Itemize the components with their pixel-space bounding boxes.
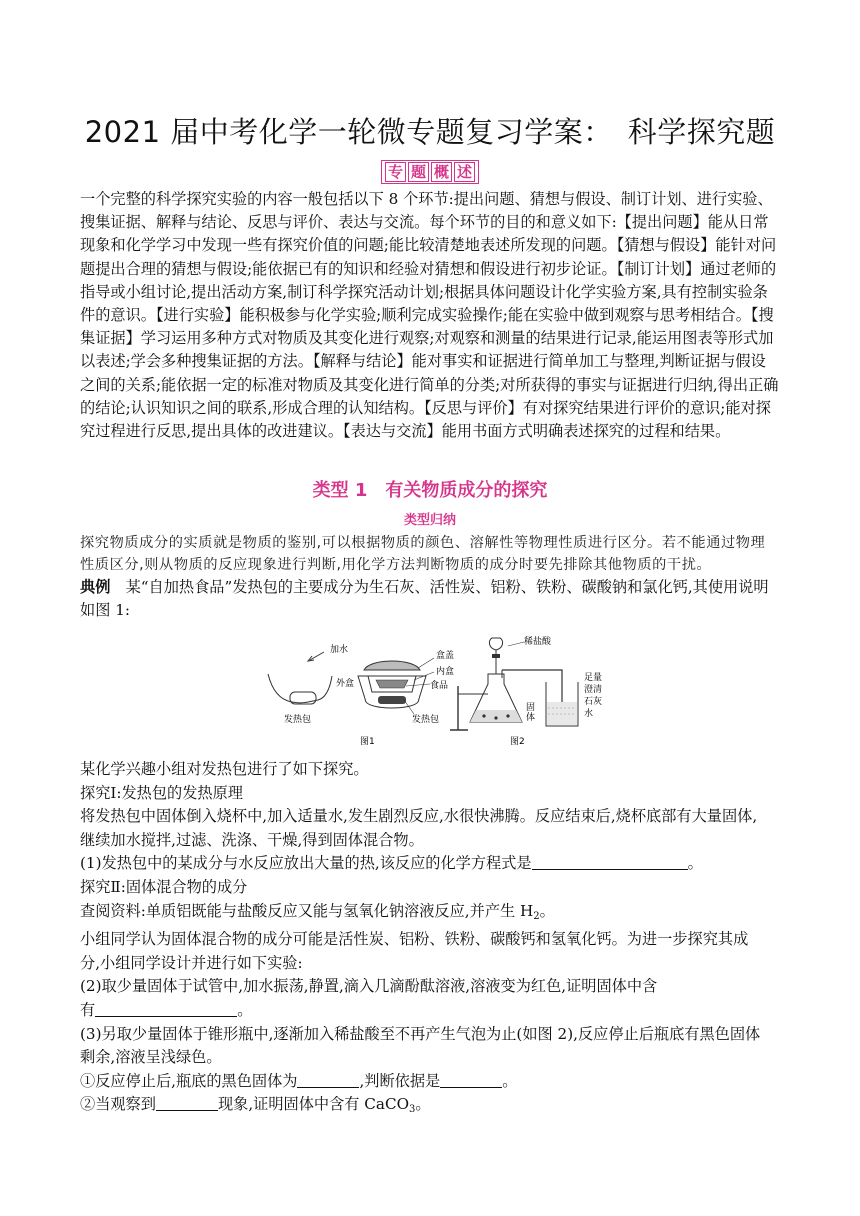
label-food: 食品 [430,681,449,691]
section-subtitle: 类型归纳 [403,513,456,528]
answer-blank[interactable] [532,853,688,870]
figure-2 [450,635,602,747]
example-paragraph [80,576,780,622]
info-line [80,900,780,929]
badge-char: 专 [385,162,406,182]
question-3: (3)另取少量固体于锥形瓶中,逐渐加入稀盐酸至不再产生气泡为止(如图 2),反应停止后瓶底有黑色固体 [80,1024,761,1043]
explore2-heading: 探究Ⅱ:固体混合物的成分 [80,877,248,896]
label-add-water: 加水 [330,645,349,655]
label-lime-water-4: 水 [584,709,594,719]
question-3a-mid: ,判断依据是 [359,1071,441,1090]
question-1-text: (1)发热包中的某成分与水反应放出大量的热,该反应的化学方程式是 [80,854,532,873]
label-acid: 稀盐酸 [524,637,552,647]
punct: 。 [415,1095,431,1114]
intro-line: 某化学兴趣小组对发热包进行了如下探究。 [80,760,369,778]
info-text: 查阅资料:单质铝既能与盐酸反应又能与氢氧化钠溶液反应,并产生 H [80,901,534,920]
question-3: 剩余,溶液呈浅绿色。 [80,1048,222,1067]
section-title: 类型 1 有关物质成分的探究 [312,480,548,501]
explore1-text: 将发热包中固体倒入烧杯中,加入适量水,发生剧烈反应,水很快沸腾。反应结束后,烧杯底部有大量固体, [80,807,758,826]
label-inner-box: 内盒 [436,667,455,677]
answer-blank[interactable] [297,1071,359,1088]
guess-line: 小组同学认为固体混合物的成分可能是活性炭、铝粉、铁粉、碳酸钙和氢氧化钙。为进一步探究其成 [80,930,749,949]
question-3a [80,1070,780,1094]
subscript: 3 [409,1104,416,1116]
badge-char: 概 [431,162,452,182]
guide-paragraph: 探究物质成分的实质就是物质的鉴别,可以根据物质的颜色、溶解性等物理性质进行区分。若不能通过物理性质区分,则从物质的反应现象进行判断,用化学方法判断物质的成分时要先排除其他物质的干扰。 [80,535,766,573]
explore1-heading: 探究Ⅰ:发热包的发热原理 [80,783,243,802]
badge-char: 题 [408,162,429,182]
questions-block [80,758,780,1122]
answer-blank[interactable] [440,1071,502,1088]
example-tag: 典例 [80,578,111,596]
label-heat-pack-left: 发热包 [284,715,312,725]
label-solid-bottom: 体 [526,713,536,723]
figure-1 [268,643,454,747]
caption-figure-2: 图2 [510,737,525,747]
page-title: 2021 届中考化学一轮微专题复习学案： 科学探究题 [84,115,776,149]
question-3b [80,1093,780,1122]
punct: 。 [502,1071,518,1090]
label-solid-top: 固 [526,703,536,713]
punct: 。 [237,1000,253,1019]
question-3b-prefix: ②当观察到 [80,1095,156,1114]
question-2-answer [80,999,780,1023]
answer-blank[interactable] [156,1094,218,1111]
subscript: 2 [533,910,540,922]
overview-paragraph: 一个完整的科学探究实验的内容一般包括以下 8 个环节:提出问题、猜想与假设、制订计划、进行实验、搜集证据、解释与结论、反思与评价、表达与交流。每个环节的目的和意义如下:【提出问题】能从日常现象和化学学习中发现一些有探究价值的问题;能比较清楚地表述所发现的问题。【猜想与假设】能针对问题提出合理的猜想与假设;能依据已有的知识和经验对猜想和假设进行初步论证。【制订计划】通过老师的指导或小组讨论,提出活动方案,制订科学探究活动计划;根据具体问题设计化学实验方案,具有控制实验条件的意识。【进行实验】能积极参与化学实验;顺利完成实验操作;能在实验中做到观察与思考相结合。【搜集证据】学习运用多种方式对物质及其变化进行观察;对观察和测量的结果进行记录,能运用图表等形式加以表述;学会多种搜集证据的方法。【解释与结论】能对事实和证据进行简单加工与整理,判断证据与假设之间的关系;能依据一定的标准对物质及其变化进行简单的分类;对所获得的事实与证据进行归纳,得出正确的结论;认识知识之间的联系,形成合理的认知结构。【反思与评价】有对探究结果进行评价的意识;能对探究过程进行反思,提出具体的改进建议。【表达与交流】能用书面方式明确表述探究的过程和结果。 [80,190,779,441]
punct: 。 [687,854,703,873]
section-badge [0,160,860,184]
label-lime-water-1: 足量 [584,673,603,683]
label-outer-box: 外盒 [336,679,355,689]
badge-char: 述 [454,162,475,182]
caption-figure-1: 图1 [360,737,375,747]
question-3a-prefix: ①反应停止后,瓶底的黑色固体为 [80,1071,298,1090]
answer-blank[interactable] [95,1000,237,1017]
label-lime-water-2: 澄清 [584,685,603,695]
example-text: 某“自加热食品”发热包的主要成分为生石灰、活性炭、铝粉、铁粉、碳酸钠和氯化钙,其使用说明如图 1: [80,578,769,620]
explore1-text: 继续加水搅拌,过滤、洗涤、干燥,得到固体混合物。 [80,830,424,849]
label-lid: 盒盖 [436,651,455,661]
question-2: (2)取少量固体于试管中,加水振荡,静置,滴入几滴酚酞溶液,溶液变为红色,证明固体中含 [80,977,658,996]
guess-line: 分,小组同学设计并进行如下实验: [80,953,303,972]
label-lime-water-3: 石灰 [584,697,603,707]
experiment-figure [262,630,622,750]
punct: 。 [539,901,555,920]
label-heat-pack-right: 发热包 [412,715,440,725]
question-1 [80,852,780,876]
question-2-prefix: 有 [80,1000,96,1019]
question-3b-mid: 现象,证明固体中含有 CaCO [217,1095,410,1114]
